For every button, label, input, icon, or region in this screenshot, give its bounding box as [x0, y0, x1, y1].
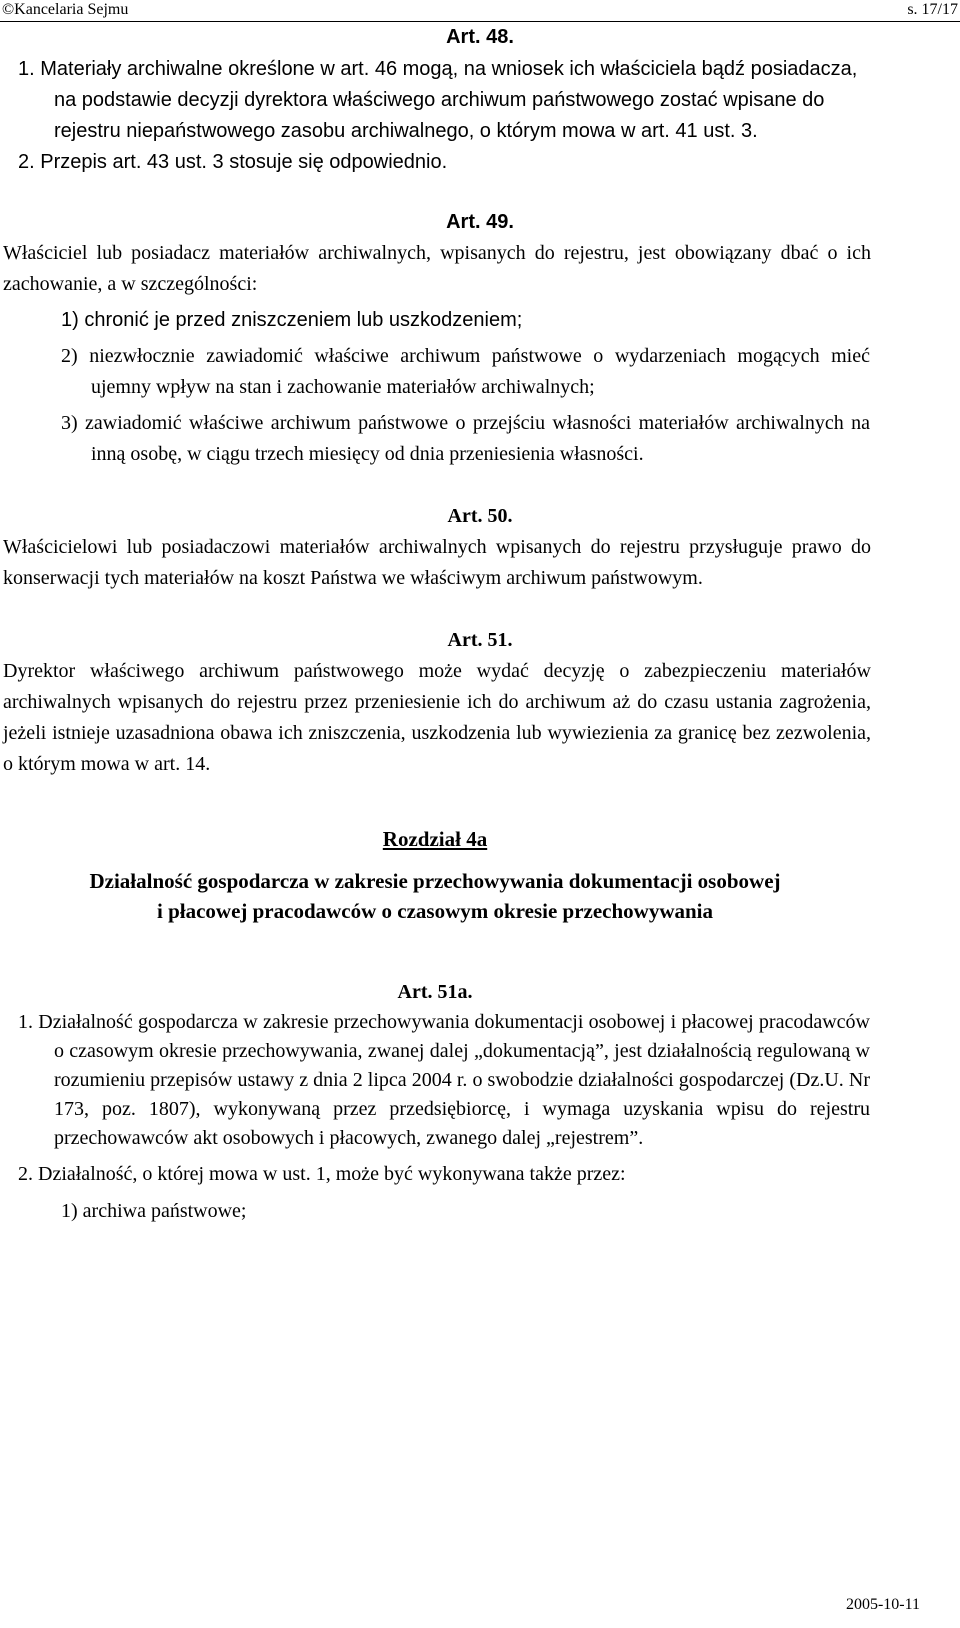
page-header-right: s. 17/17	[907, 1, 958, 18]
document-body	[0, 22, 960, 1227]
article-49	[0, 208, 960, 470]
article-48-para-1: 1. Materiały archiwalne określone w art. 46 mogą, na wniosek ich właściciela bądź posiadacza, na podstawie decyzji dyrektora właściwego archiwum państwowego zostać wpisane do rejestru niepaństwowego zasobu archiwalnego, o którym mowa w art. 41 ust. 3.	[18, 58, 858, 142]
article-48-para-2: 2. Przepis art. 43 ust. 3 stosuje się odpowiednio.	[18, 151, 448, 173]
article-51a-title: Art. 51a.	[397, 981, 473, 1003]
article-51-text: Dyrektor właściwego archiwum państwowego może wydać decyzję o zabezpieczeniu materiałów archiwalnych wpisanych do rejestru przez przeniesienie ich do archiwum aż do czasu ustania zagrożenia, jeżeli istnieje uzasadniona obawa ich zniszczenia, uszkodzenia lub wywiezienia za granicę bez zezwolenia, o którym mowa w art. 14.	[3, 660, 871, 775]
chapter-subtitle-line-1: Działalność gospodarcza w zakresie przechowywania dokumentacji osobowej	[89, 869, 781, 893]
page-footer-date: 2005-10-11	[845, 1596, 920, 1613]
article-48-title: Art. 48.	[446, 26, 514, 48]
article-49-item-3: 3) zawiadomić właściwe archiwum państwowe o przejściu własności materiałów archiwalnych na inną osobę, w ciągu trzech miesięcy od dnia przeniesienia własności.	[61, 412, 870, 465]
page-header-left: ©Kancelaria Sejmu	[2, 1, 129, 18]
article-49-item-2: 2) niezwłocznie zawiadomić właściwe archiwum państwowe o wydarzeniach mogących mieć ujemny wpływ na stan i zachowanie materiałów archiwalnych;	[61, 345, 870, 398]
article-51a-para-2: 2. Działalność, o której mowa w ust. 1, może być wykonywana także przez:	[18, 1163, 626, 1185]
chapter-subtitle-line-2: i płacowej pracodawców o czasowym okresie przechowywania	[156, 899, 714, 923]
article-51a-item-1: 1) archiwa państwowe;	[61, 1200, 247, 1222]
article-51a	[0, 978, 960, 1227]
article-49-intro: Właściciel lub posiadacz materiałów archiwalnych, wpisanych do rejestru, jest obowiązany dbać o ich zachowanie, a w szczególności:	[3, 242, 871, 295]
article-48	[0, 23, 960, 178]
article-49-item-1: 1) chronić je przed zniszczeniem lub uszkodzeniem;	[61, 309, 523, 331]
article-51-title: Art. 51.	[447, 629, 513, 651]
chapter-title: Rozdział 4a	[382, 827, 488, 851]
article-51	[0, 626, 960, 780]
chapter-4a	[0, 824, 960, 926]
article-50-title: Art. 50.	[447, 505, 513, 527]
article-50-text: Właścicielowi lub posiadaczowi materiałów archiwalnych wpisanych do rejestru przysługuje prawo do konserwacji tych materiałów na koszt Państwa we właściwym archiwum państwowym.	[3, 536, 871, 589]
article-51a-para-1: 1. Działalność gospodarcza w zakresie przechowywania dokumentacji osobowej i płacowej pracodawców o czasowym okresie przechowywania, zwanej dalej „dokumentacją”, jest działalnością regulowaną w rozumieniu przepisów ustawy z dnia 2 lipca 2004 r. o swobodzie działalności gospodarczej (Dz.U. Nr 173, poz. 1807), wykonywaną przez przedsiębiorcę, i wymaga uzyskania wpisu do rejestru przechowawców akt osobowych i płacowych, zwanego dalej „rejestrem”.	[18, 1011, 870, 1149]
article-50	[0, 502, 960, 594]
article-49-title: Art. 49.	[446, 211, 514, 233]
